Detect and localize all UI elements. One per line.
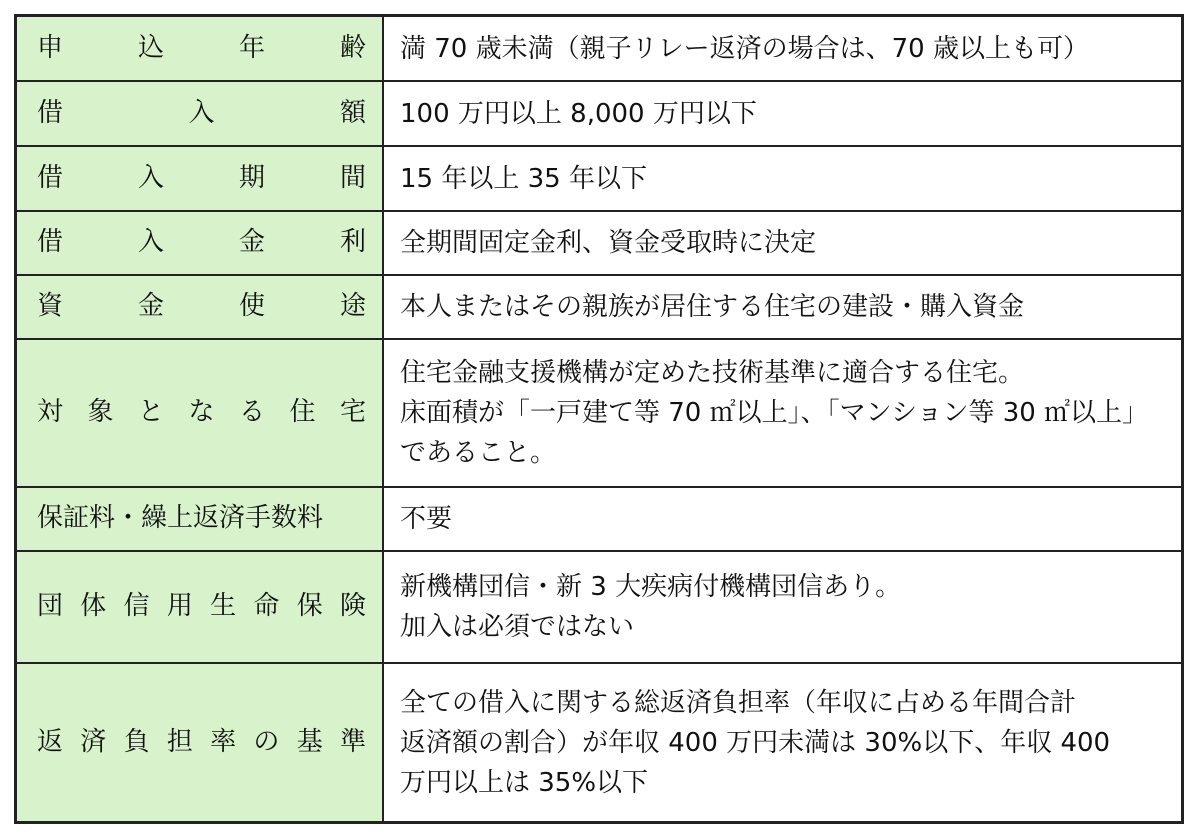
row-value	[384, 340, 1181, 486]
table-row-loan-period	[17, 145, 1181, 210]
row-header	[17, 17, 384, 80]
loan-conditions-table	[14, 14, 1184, 824]
row-value-line: 全期間固定金利、資金受取時に決定	[400, 228, 817, 258]
row-value	[384, 212, 1181, 274]
row-value-line: 加入は必須ではない	[400, 612, 635, 642]
row-header	[17, 488, 384, 550]
row-value	[384, 664, 1181, 821]
row-value-line: 万円以上は 35%以下	[400, 767, 649, 798]
row-header-label: 借 入 金 利	[37, 227, 366, 258]
row-value	[384, 488, 1181, 550]
row-header-label: 保証料・繰上返済手数料	[37, 503, 324, 534]
row-value-line: 15 年以上 35 年以下	[400, 163, 647, 194]
row-header	[17, 552, 384, 662]
table-row-repayment-ratio	[17, 662, 1181, 821]
row-value-line: 全ての借入に関する総返済負担率（年収に占める年間合計	[400, 687, 1077, 718]
row-header-label: 資 金 使 途	[37, 291, 366, 322]
row-value	[384, 147, 1181, 210]
row-value-line: 満 70 歳未満（親子リレー返済の場合は、70 歳以上も可）	[400, 33, 1089, 64]
row-value	[384, 17, 1181, 80]
row-header	[17, 340, 384, 486]
row-header-label: 団 体 信 用 生 命 保 険	[37, 591, 366, 622]
row-header	[17, 147, 384, 210]
row-header-label: 対 象 と な る 住 宅	[37, 397, 366, 428]
table-row-fees	[17, 486, 1181, 550]
row-value-line: 返済額の割合）が年収 400 万円未満は 30%以下、年収 400	[400, 727, 1111, 758]
row-value	[384, 82, 1181, 145]
row-header-label: 申 込 年 齢	[37, 32, 366, 63]
table-row-interest-rate	[17, 210, 1181, 274]
table-row-application-age	[17, 17, 1181, 80]
row-header	[17, 664, 384, 821]
table-row-fund-usage	[17, 274, 1181, 338]
table-row-group-life-insurance	[17, 550, 1181, 662]
row-header-label: 返 済 負 担 率 の 基 準	[37, 726, 366, 757]
row-value	[384, 276, 1181, 338]
row-value-line: 100 万円以上 8,000 万円以下	[400, 98, 757, 129]
row-header	[17, 212, 384, 274]
row-header	[17, 82, 384, 145]
table-row-target-housing	[17, 338, 1181, 486]
row-value-line: 住宅金融支援機構が定めた技術基準に適合する住宅。	[400, 358, 1025, 388]
row-value-line: 新機構団信・新 3 大疾病付機構団信あり。	[400, 572, 902, 602]
row-value-line: 不要	[400, 504, 453, 534]
row-header-label: 借 入 額	[37, 97, 366, 128]
row-header	[17, 276, 384, 338]
row-value	[384, 552, 1181, 662]
row-value-line: であること。	[400, 438, 557, 468]
row-header-label: 借 入 期 間	[37, 162, 366, 193]
table-row-loan-amount	[17, 80, 1181, 145]
row-value-line: 本人またはその親族が居住する住宅の建設・購入資金	[400, 292, 1025, 322]
row-value-line: 床面積が「一戸建て等 70 ㎡以上」、「マンション等 30 ㎡以上」	[400, 398, 1149, 428]
